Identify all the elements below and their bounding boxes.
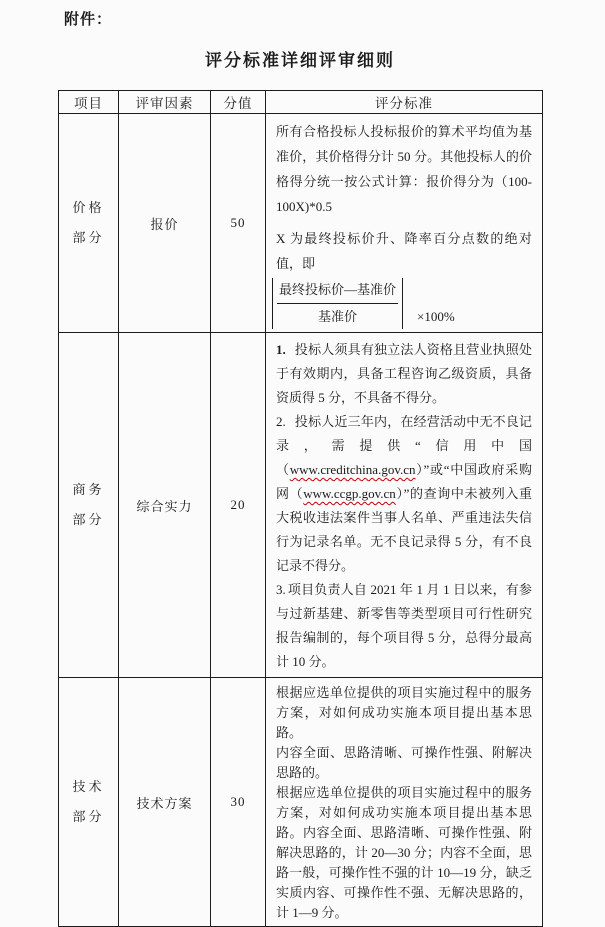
technical-score-cell: 30: [211, 678, 266, 927]
criteria-paragraph: 根据应选单位提供的项目实施过程中的服务方案，对如何成功实施本项目提出基本思路。: [276, 685, 532, 740]
list-number: 2.: [276, 414, 286, 429]
price-criteria-cell: [266, 114, 543, 333]
business-factor-cell: 综合实力: [119, 333, 211, 678]
criteria-text: 投标人近三年内，在经营活动中无不良记录，需提供“信用中国（: [276, 414, 532, 477]
criteria-paragraph: [276, 410, 532, 578]
table-row-price: [59, 114, 543, 333]
fraction-numerator: 最终投标价—基准价: [277, 278, 398, 304]
fraction-denominator: 基准价: [318, 309, 358, 324]
price-factor-cell: 报价: [119, 114, 211, 333]
list-number: 3.: [276, 582, 286, 597]
table-row-business: [59, 333, 543, 678]
business-score-cell: 20: [211, 333, 266, 678]
table-header-row: [59, 91, 543, 114]
criteria-paragraph: 根据应选单位提供的项目实施过程中的服务方案，对如何成功实施本项目提出基本思路。内容全面、思路清晰、可操作性强、附解决思路的，计 20—30 分；内容不全面，思路一般，可操作性不强的计 10—19 分，缺乏实质内容、可操作性不强、无解决思路的，计 1—9 分。: [276, 785, 532, 920]
business-section-label: 商务部分: [72, 482, 105, 527]
price-score-cell: 50: [211, 114, 266, 333]
formula-multiplier: ×100%: [417, 309, 455, 324]
formula-fraction: [273, 278, 402, 329]
credit-china-url: www.creditchina.gov.cn: [289, 462, 416, 477]
criteria-text: 项目负责人自 2021 年 1 月 1 日以来，有参与过新基建、新零售等类型项目可行性研究报告编制的，每个项目得 5 分，总得分最高计 10 分。: [276, 582, 532, 669]
business-section-cell: [59, 333, 119, 678]
criteria-paragraph: [276, 338, 532, 410]
criteria-paragraph: X 为最终投标价升、降率百分点数的绝对值，即: [276, 231, 532, 271]
price-score-formula: [272, 278, 532, 329]
technical-factor-cell: 技术方案: [119, 678, 211, 927]
criteria-paragraph: 内容全面、思路清晰、可操作性强、附解决思路的。: [276, 745, 532, 780]
scoring-criteria-table: [58, 90, 543, 927]
technical-criteria-cell: [266, 678, 543, 927]
ccgp-url: www.ccgp.gov.cn: [303, 486, 396, 501]
technical-section-cell: [59, 678, 119, 927]
price-section-cell: [59, 114, 119, 333]
criteria-paragraph: [276, 578, 532, 674]
attachment-label: 附件：: [64, 12, 113, 28]
business-criteria-cell: [266, 333, 543, 678]
table-row-technical: [59, 678, 543, 927]
criteria-text: 投标人须具有独立法人资格且营业执照处于有效期内，具备工程咨询乙级资质，具备资质得 5 分，不具备不得分。: [276, 342, 532, 405]
price-section-label: 价格部分: [72, 200, 105, 245]
column-header-factor: 评审因素: [119, 91, 211, 114]
list-number: 1.: [276, 342, 286, 357]
criteria-text: ）”的查询中未被列入重大税收违法案件当事人名单、严重违法失信行为记录名单。无不良记录得 5 分，有不良记录不得分。: [276, 486, 532, 573]
absolute-value-bar-right: [402, 278, 403, 329]
criteria-text: ）”或“中国政府采购网（: [276, 462, 532, 501]
column-header-criteria: 评分标准: [266, 91, 543, 114]
criteria-paragraph: 所有合格投标人投标报价的算术平均值为基准价，其价格得分计 50 分。其他投标人的价格得分统一按公式计算：报价得分为（100-100X)*0.5: [276, 124, 532, 214]
technical-section-label: 技术部分: [72, 779, 105, 824]
column-header-score: 分值: [211, 91, 266, 114]
column-header-item: 项目: [59, 91, 119, 114]
page-title: 评分标准详细评审细则: [205, 51, 395, 70]
